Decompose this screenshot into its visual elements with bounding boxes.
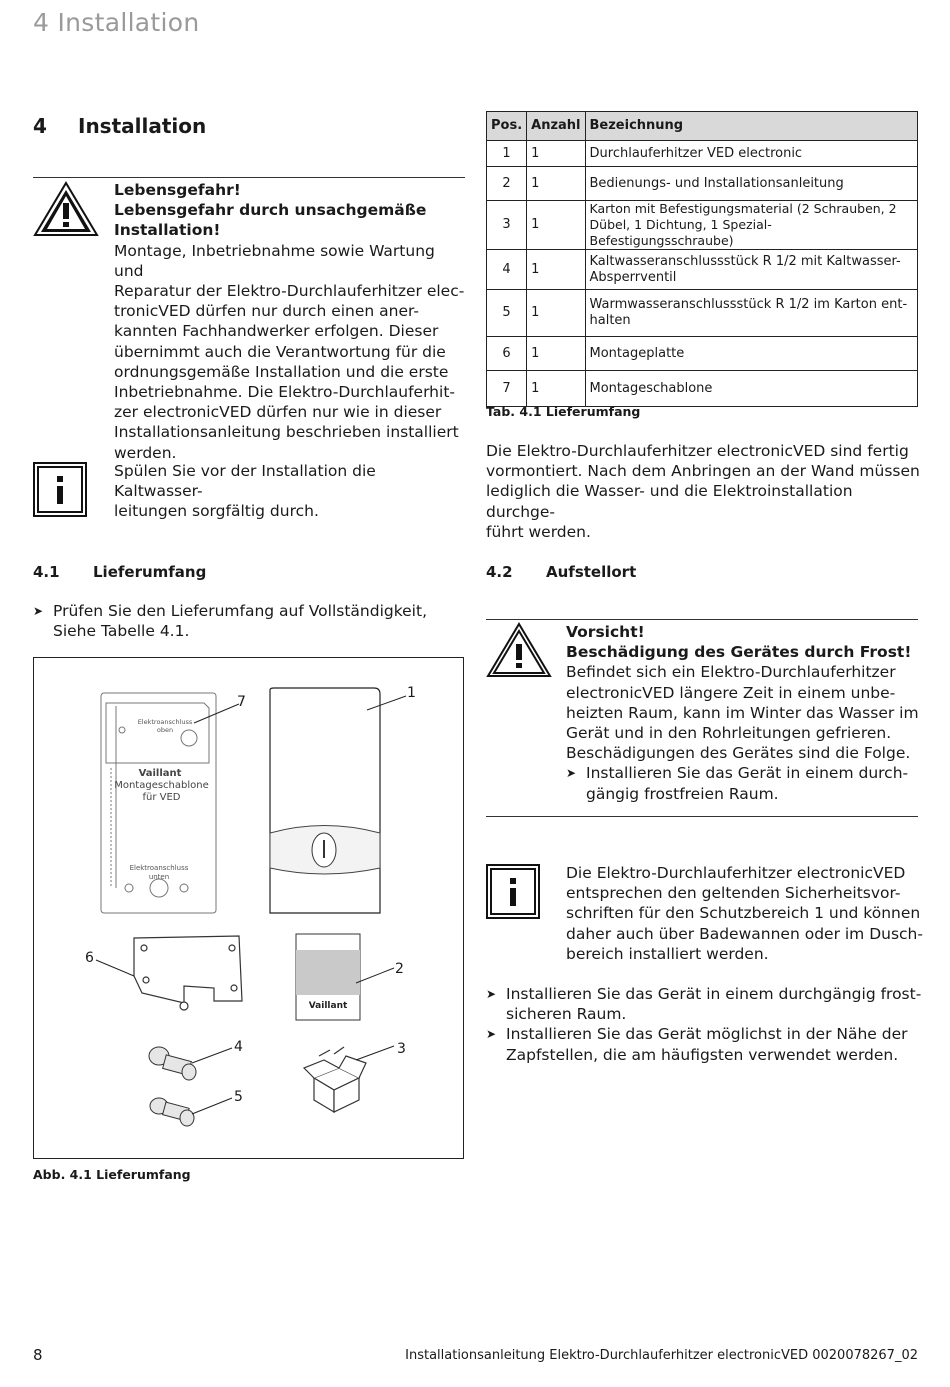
divider	[33, 177, 465, 178]
table-cell: Durchlauferhitzer VED electronic	[585, 141, 917, 167]
info-icon	[486, 864, 540, 919]
warmwasserstueck-illustration	[150, 1098, 194, 1126]
table-row	[487, 250, 918, 290]
info-line: entsprechen den geltenden Sicherheitsvor-	[566, 884, 901, 903]
figure-label-1: 1	[407, 685, 416, 701]
montageplatte-illustration	[134, 936, 242, 1010]
subsection-heading-41	[33, 563, 206, 581]
warning-line: kannten Fachhandwerker erfolgen. Dieser	[114, 322, 439, 341]
warning-title: Lebensgefahr!	[114, 181, 241, 199]
caution-line: Befindet sich ein Elektro-Durchlauferhitzer	[566, 663, 896, 682]
warning-line: werden.	[114, 443, 177, 462]
caution-title: Vorsicht!	[566, 623, 645, 641]
table-header-pos: Pos.	[487, 112, 527, 141]
durchlauferhitzer-illustration	[270, 688, 380, 913]
manual-brand: Vaillant	[308, 1001, 348, 1011]
table-cell: 1	[527, 201, 585, 250]
list-item-line: Zapfstellen, die am häufigsten verwendet werden.	[506, 1045, 899, 1064]
lieferumfang-table	[486, 111, 918, 407]
table-cell: 4	[487, 250, 527, 290]
table-cell: 1	[527, 167, 585, 201]
table-cell: 1	[527, 290, 585, 337]
arrow-bullet-icon: ➤	[486, 987, 497, 1001]
table-cell: 1	[527, 141, 585, 167]
warning-line: tronicVED dürfen nur durch einen aner-	[114, 302, 419, 321]
karton-illustration	[304, 1047, 366, 1112]
table-cell: 2	[487, 167, 527, 201]
warning-triangle-icon	[33, 181, 99, 237]
figure-lieferumfang	[33, 657, 464, 1159]
caution-line: electronicVED längere Zeit in einem unbe-	[566, 683, 896, 702]
warning-line: Montage, Inbetriebnahme sowie Wartung und	[114, 241, 435, 280]
list-item-line: Installieren Sie das Gerät in einem durch-	[586, 764, 909, 783]
list-item	[486, 984, 926, 1024]
figure-label-5: 5	[234, 1089, 243, 1105]
kaltwasserventil-illustration	[149, 1047, 196, 1080]
info-line: Die Elektro-Durchlauferhitzer electronicVED	[566, 864, 906, 882]
table-cell: 5	[487, 290, 527, 337]
figure-label-6: 6	[85, 950, 94, 966]
table-cell: 3	[487, 201, 527, 250]
intro-line: Die Elektro-Durchlauferhitzer electronicVED sind fertig	[486, 442, 909, 460]
arrow-bullet-icon: ➤	[33, 604, 44, 618]
warning-block-1	[114, 180, 469, 463]
list-item	[486, 1024, 926, 1064]
table-cell: Montageplatte	[585, 337, 917, 371]
page-number: 8	[33, 1346, 43, 1364]
list-item	[33, 601, 473, 641]
caution-triangle-icon	[486, 622, 552, 678]
table-caption: Tab. 4.1 Lieferumfang	[486, 404, 641, 419]
table-cell: 6	[487, 337, 527, 371]
figure-illustration	[34, 658, 463, 1158]
info-block-2	[566, 863, 926, 964]
caution-line: Gerät und in den Rohrleitungen gefrieren.	[566, 724, 892, 743]
list-item-line: sicheren Raum.	[506, 1005, 627, 1024]
section-heading	[33, 114, 206, 138]
template-subtitle: für VED	[142, 792, 181, 803]
table-row	[487, 337, 918, 371]
list-item	[566, 763, 926, 803]
arrow-bullet-icon: ➤	[566, 766, 577, 781]
subsection-title: Lieferumfang	[93, 563, 207, 581]
info-line: bereich installiert werden.	[566, 944, 769, 963]
table-cell: 1	[527, 250, 585, 290]
table-row	[487, 201, 918, 250]
subsection-heading-42	[486, 563, 636, 581]
warning-line: Inbetriebnahme. Die Elektro-Durchlauferhit-	[114, 383, 455, 402]
chapter-header: 4 Installation	[33, 8, 200, 37]
figure-label-2: 2	[395, 961, 404, 977]
info-line: Spülen Sie vor der Installation die Kaltwasser-	[114, 462, 376, 501]
divider	[486, 619, 918, 620]
table-cell: 7	[487, 371, 527, 407]
figure-label-4: 4	[234, 1039, 243, 1055]
warning-subtitle-2: Installation!	[114, 221, 221, 240]
info-line: daher auch über Badewannen oder im Dusch-	[566, 924, 923, 943]
table-cell: Karton mit Befestigungsmaterial (2 Schrauben, 2 Dübel, 1 Dichtung, 1 Spezial-Befestigungsschraube)	[585, 201, 917, 250]
list-item-line: Installieren Sie das Gerät in einem durchgängig frost-	[506, 985, 922, 1003]
info-icon	[33, 462, 87, 517]
warning-line: ordnungsgemäße Installation und die erste	[114, 362, 449, 381]
warning-line: Installationsanleitung beschrieben installiert	[114, 423, 459, 442]
template-text-unten-2: unten	[148, 873, 170, 881]
figure-label-7: 7	[237, 694, 246, 710]
caution-subtitle: Beschädigung des Gerätes durch Frost!	[566, 643, 912, 662]
template-text-oben: Elektroanschluss oben	[137, 718, 193, 734]
warning-line: zer electronicVED dürfen nur wie in dieser	[114, 403, 442, 422]
caution-line: Beschädigungen des Gerätes sind die Folge.	[566, 744, 911, 763]
table-cell: Montageschablone	[585, 371, 917, 407]
template-text-unten: Elektroanschluss	[129, 864, 189, 872]
section-number: 4	[33, 114, 47, 138]
arrow-bullet-icon: ➤	[486, 1027, 497, 1042]
warning-block-2	[566, 622, 926, 804]
table-row	[487, 167, 918, 201]
table-header-row	[487, 112, 918, 141]
table-cell: Warmwasseranschlussstück R 1/2 im Karton ent-halten	[585, 290, 917, 337]
table-header-anzahl: Anzahl	[527, 112, 585, 141]
subsection-title: Aufstellort	[546, 563, 637, 581]
subsection-number: 4.1	[33, 563, 60, 581]
warning-line: Reparatur der Elektro-Durchlauferhitzer elec-	[114, 282, 465, 301]
figure-label-3: 3	[397, 1041, 406, 1057]
table-cell: 1	[527, 337, 585, 371]
table-header-bezeichnung: Bezeichnung	[585, 112, 917, 141]
table-row	[487, 371, 918, 407]
intro-paragraph	[486, 441, 926, 542]
template-title: Montageschablone	[114, 780, 209, 791]
subsection-number: 4.2	[486, 563, 513, 581]
divider	[486, 816, 918, 817]
intro-line: vormontiert. Nach dem Anbringen an der Wand müssen	[486, 462, 920, 481]
table-cell: 1	[527, 371, 585, 407]
intro-line: lediglich die Wasser- und die Elektroinstallation durchge-	[486, 482, 853, 521]
table-cell: Bedienungs- und Installationsanleitung	[585, 167, 917, 201]
list-item-line: Prüfen Sie den Lieferumfang auf Vollständigkeit,	[53, 602, 427, 620]
list-item-line: Siehe Tabelle 4.1.	[53, 622, 190, 641]
table-row	[487, 290, 918, 337]
list-item-line: Installieren Sie das Gerät möglichst in der Nähe der	[506, 1025, 908, 1044]
table-cell: Kaltwasseranschlussstück R 1/2 mit Kaltwasser-Absperrventil	[585, 250, 917, 290]
info-block-1	[114, 461, 469, 522]
caution-line: heizten Raum, kann im Winter das Wasser im	[566, 703, 919, 722]
warning-line: übernimmt auch die Verantwortung für die	[114, 342, 446, 361]
warning-subtitle: Lebensgefahr durch unsachgemäße	[114, 201, 427, 220]
info-line: schriften für den Schutzbereich 1 und können	[566, 904, 921, 923]
footer-doc-title: Installationsanleitung Elektro-Durchlauferhitzer electronicVED 0020078267_02	[405, 1348, 918, 1363]
table-row	[487, 141, 918, 167]
figure-caption: Abb. 4.1 Lieferumfang	[33, 1167, 191, 1182]
bullet-list	[486, 984, 926, 1065]
list-item-line: gängig frostfreien Raum.	[586, 784, 779, 803]
intro-line: führt werden.	[486, 522, 591, 541]
info-line: leitungen sorgfältig durch.	[114, 502, 319, 521]
table-cell: 1	[487, 141, 527, 167]
section-title: Installation	[78, 114, 207, 138]
template-brand: Vaillant	[138, 768, 182, 779]
